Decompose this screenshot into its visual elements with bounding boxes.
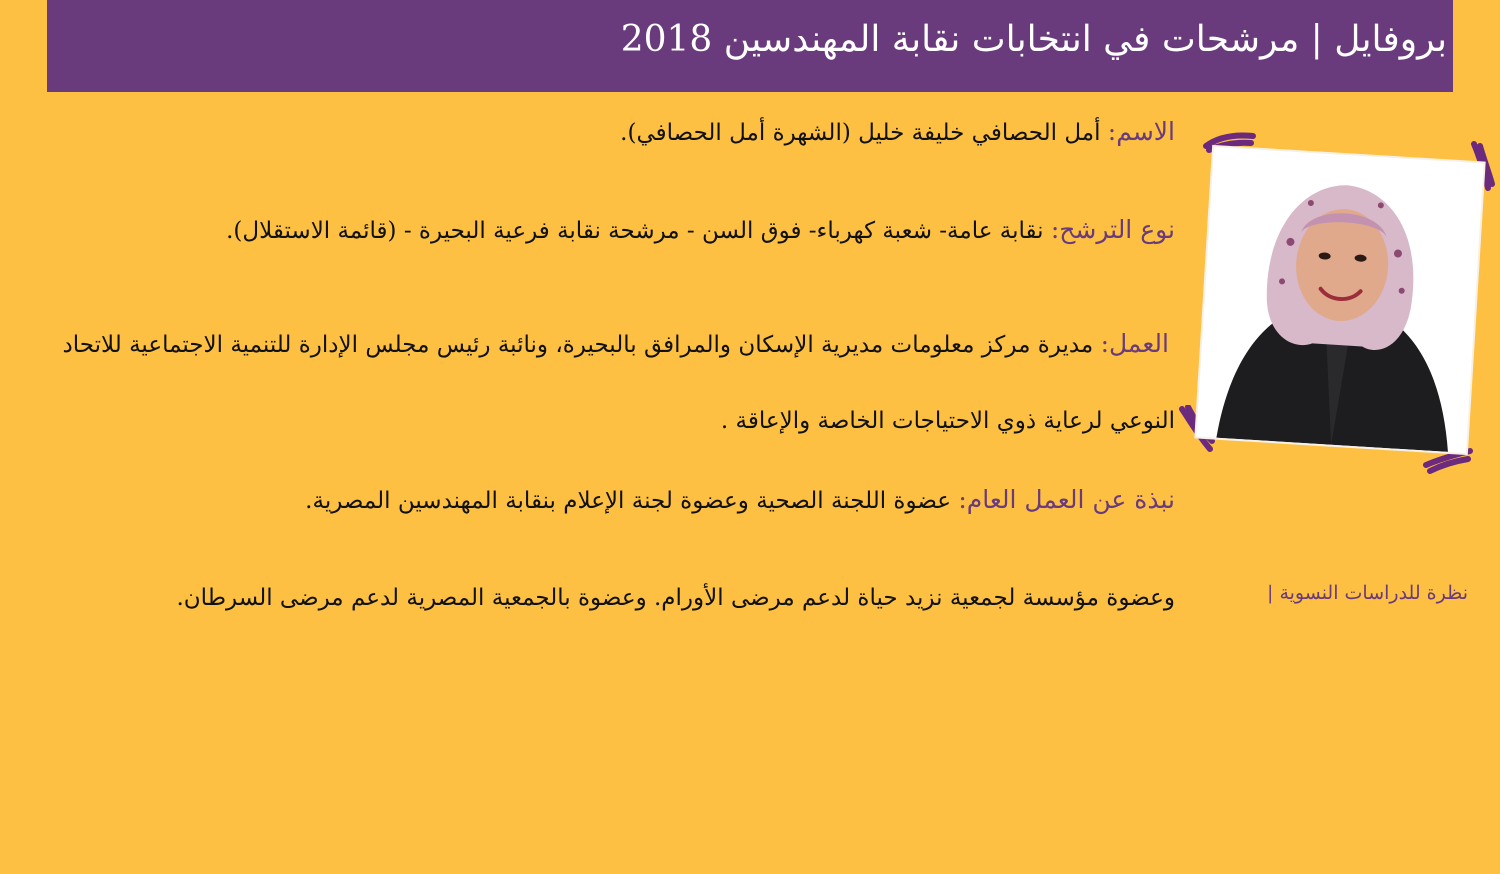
membership-text: وعضوة مؤسسة لجمعية نزيد حياة لدعم مرضى الأورام. وعضوة بالجمعية المصرية لدعم مرضى السرطان. xyxy=(176,585,1175,611)
candidacy-value: نقابة عامة- شعبة كهرباء- فوق السن - مرشحة نقابة فرعية البحيرة - (قائمة الاستقلال). xyxy=(226,218,1044,244)
candidacy-label: نوع الترشح: xyxy=(1050,215,1175,244)
source-credit: نظرة للدراسات النسوية | xyxy=(1267,582,1468,604)
work-value: مديرة مركز معلومات مديرية الإسكان والمرافق بالبحيرة، ونائبة رئيس مجلس الإدارة للتنمية الاجتماعية للاتحاد النوعي لرعاية ذوي الاحتياجات الخاصة والإعاقة . xyxy=(62,332,1175,434)
header-banner xyxy=(47,0,1453,92)
public-work-row xyxy=(305,480,1175,521)
candidate-photo xyxy=(1196,147,1483,453)
name-label: الاسم: xyxy=(1107,117,1175,146)
public-work-value: عضوة اللجنة الصحية وعضوة لجنة الإعلام بنقابة المهندسين المصرية. xyxy=(305,488,952,514)
membership-row xyxy=(176,578,1175,618)
public-work-label: نبذة عن العمل العام: xyxy=(958,485,1175,514)
candidacy-row xyxy=(226,210,1175,251)
work-row xyxy=(35,306,1175,459)
work-label: العمل: xyxy=(1100,329,1169,358)
name-value: أمل الحصافي خليفة خليل (الشهرة أمل الحصافي). xyxy=(620,120,1101,146)
portrait-photo-icon xyxy=(1196,147,1483,453)
name-row xyxy=(620,112,1175,153)
page-title: بروفايل | مرشحات في انتخابات نقابة المهندسين 2018 xyxy=(620,19,1447,60)
